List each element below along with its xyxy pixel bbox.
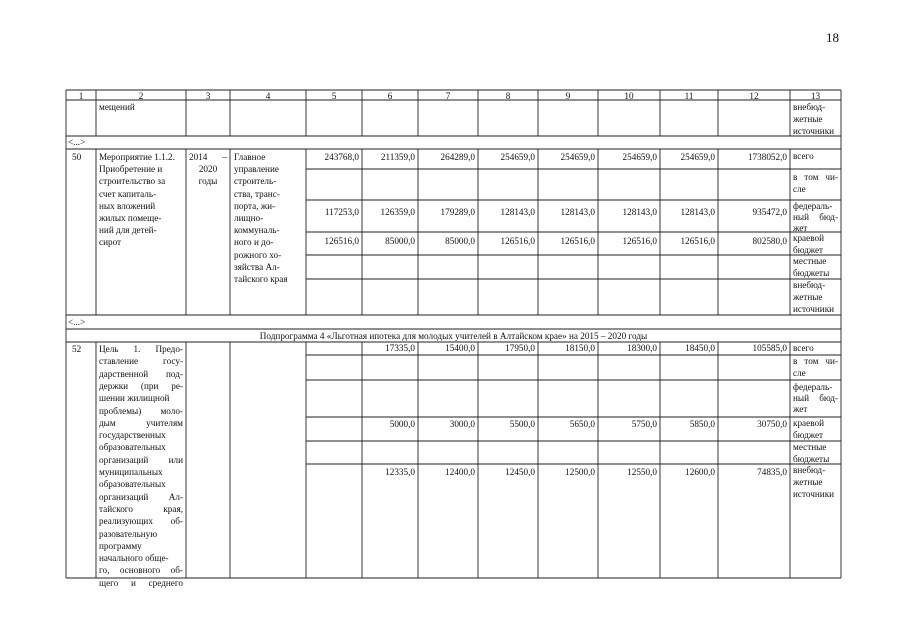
value-total: 243768,0 <box>324 152 359 162</box>
executor: ства, транс- <box>234 188 280 199</box>
value-federal: 128143,0 <box>560 207 595 217</box>
value-total: 17950,0 <box>505 343 535 353</box>
source-label: местные <box>793 256 827 266</box>
value-federal: 128143,0 <box>680 207 715 217</box>
item-name: Цель 1. Предо- <box>99 344 183 354</box>
value-regional: 126516,0 <box>680 236 715 246</box>
period: 2020 <box>198 164 218 175</box>
value-regional: 126516,0 <box>500 236 535 246</box>
executor: тайского края <box>234 274 288 284</box>
value-extra: 12500,0 <box>565 467 595 477</box>
source-label: всего <box>793 151 814 161</box>
source-label: бюджеты <box>793 454 830 465</box>
item-name: держки (при ре- <box>99 380 183 391</box>
item-name: проблемы) моло- <box>99 405 183 416</box>
column-number: 11 <box>684 90 694 101</box>
source-label: источники <box>793 126 835 137</box>
source-label: внебюд- <box>793 280 826 290</box>
column-number: 9 <box>565 90 571 101</box>
value-total: 1738052,0 <box>747 152 787 162</box>
value-extra: 12600,0 <box>685 467 715 477</box>
source-label: бюджет <box>793 430 824 441</box>
item-name: строительство за <box>99 176 166 187</box>
column-number: 7 <box>445 90 451 101</box>
executor: управление <box>234 164 279 175</box>
value-regional: 126516,0 <box>622 236 657 246</box>
executor: строитель- <box>234 176 277 187</box>
value-total: 105585,0 <box>752 343 787 353</box>
source-label: краевой <box>793 233 824 243</box>
value-federal: 126359,0 <box>380 207 415 217</box>
column-number: 4 <box>265 90 271 101</box>
subprogram-title: Подпрограмма 4 «Льготная ипотека для молодых учителей в Алтайском крае» на 2015 – 2020 годы <box>259 330 648 341</box>
value-extra: 74835,0 <box>757 467 787 477</box>
column-number: 5 <box>331 90 337 101</box>
value-federal: 128143,0 <box>622 207 657 217</box>
value-total: 264289,0 <box>440 152 475 162</box>
source-label: жет <box>793 404 808 414</box>
value-regional: 5500,0 <box>509 419 535 429</box>
value-regional: 5650,0 <box>569 419 595 429</box>
value-regional: 3000,0 <box>449 419 475 429</box>
item-name: организаций Ал- <box>99 491 183 502</box>
page-number: 18 <box>826 30 839 45</box>
column-number: 1 <box>78 90 84 101</box>
item-name: ний для детей- <box>99 225 157 236</box>
item-name: шении жилищной <box>99 393 170 404</box>
item-name: организаций или <box>99 454 183 465</box>
source-label: всего <box>793 343 814 353</box>
item-name: программу <box>99 540 142 551</box>
value-federal: 179289,0 <box>440 207 475 217</box>
source-label: сле <box>793 184 806 194</box>
value-federal: 935472,0 <box>752 207 787 217</box>
value-total: 18300,0 <box>627 343 657 353</box>
item-name: щего и среднего <box>99 577 183 588</box>
source-label: ный бюд- <box>793 212 838 222</box>
column-number: 13 <box>810 90 821 101</box>
value-regional: 30750,0 <box>757 419 787 429</box>
period: 2014 – <box>189 152 227 162</box>
source-label: источники <box>793 304 835 315</box>
value-total: 254659,0 <box>680 152 715 162</box>
row-number: 50 <box>72 152 82 162</box>
value-extra: 12400,0 <box>445 467 475 477</box>
executor: ного и до- <box>234 237 274 248</box>
source-label: внебюд- <box>793 102 826 112</box>
column-number: 6 <box>387 90 393 101</box>
value-regional: 802580,0 <box>752 236 787 246</box>
source-label: федераль- <box>793 382 833 392</box>
value-total: 254659,0 <box>500 152 535 162</box>
item-name: дарственной под- <box>99 368 183 379</box>
period: годы <box>198 176 218 187</box>
column-number: 3 <box>205 90 211 101</box>
source-label: внебюд- <box>793 465 826 475</box>
value-extra: 12450,0 <box>505 467 535 477</box>
item-name: Приобретение и <box>99 164 163 175</box>
executor: лищно- <box>234 213 264 223</box>
item-name: реализующих об- <box>99 516 183 527</box>
value-regional: 5000,0 <box>389 419 415 429</box>
item-name: го, основного об- <box>99 565 183 576</box>
source-label: жетные <box>793 114 823 125</box>
source-label: ный бюд- <box>793 393 838 403</box>
value-federal: 128143,0 <box>500 207 535 217</box>
source-label: в том чи- <box>793 172 838 182</box>
value-total: 211359,0 <box>380 152 415 162</box>
item-name: ставление госу- <box>99 356 183 367</box>
item-name: муниципальных <box>99 467 163 477</box>
item-name: мещений <box>99 102 135 112</box>
item-name: тайского края, <box>99 503 183 514</box>
value-regional: 5850,0 <box>689 419 715 429</box>
source-label: бюджеты <box>793 268 830 279</box>
item-name: разовательную <box>99 528 158 539</box>
row-number: 52 <box>72 344 82 354</box>
column-number: 8 <box>505 90 511 101</box>
executor: коммуналь- <box>234 225 280 236</box>
item-name: счет капиталь- <box>99 188 157 199</box>
executor: Главное <box>234 152 266 162</box>
item-name: Мероприятие 1.1.2. <box>99 152 175 162</box>
source-label: бюджет <box>793 245 824 256</box>
executor: порта, жи- <box>234 200 276 211</box>
source-label: краевой <box>793 418 824 428</box>
value-total: 18150,0 <box>565 343 595 353</box>
ellipsis-marker: <...> <box>68 317 86 327</box>
value-federal: 117253,0 <box>324 207 359 217</box>
value-regional: 126516,0 <box>560 236 595 246</box>
item-name: жилых помеще- <box>99 213 162 223</box>
value-total: 15400,0 <box>445 343 475 353</box>
value-regional: 126516,0 <box>324 236 359 246</box>
item-name: сирот <box>99 237 122 248</box>
value-regional: 5750,0 <box>631 419 657 429</box>
source-label: в том чи- <box>793 356 838 366</box>
source-label: сле <box>793 368 806 378</box>
value-extra: 12550,0 <box>627 467 657 477</box>
value-total: 17335,0 <box>385 343 415 353</box>
ellipsis-marker: <...> <box>68 137 86 147</box>
item-name: образовательных <box>99 442 166 453</box>
item-name: начального обще- <box>99 553 169 564</box>
source-label: жет <box>793 223 808 233</box>
value-total: 254659,0 <box>622 152 657 162</box>
source-label: местные <box>793 442 827 452</box>
source-label: жетные <box>793 292 823 303</box>
value-extra: 12335,0 <box>385 467 415 477</box>
item-name: дым учителям <box>99 417 183 428</box>
value-regional: 85000,0 <box>445 236 475 246</box>
item-name: ных вложений <box>99 200 156 211</box>
item-name: государственных <box>99 430 166 441</box>
value-total: 254659,0 <box>560 152 595 162</box>
item-name: образовательных <box>99 479 166 490</box>
value-regional: 85000,0 <box>385 236 415 246</box>
column-number: 12 <box>749 90 759 101</box>
column-number: 10 <box>624 90 634 101</box>
column-number: 2 <box>138 90 144 101</box>
executor: рожного хо- <box>234 249 282 260</box>
executor: зяйства Ал- <box>234 261 280 272</box>
source-label: жетные <box>793 477 823 488</box>
source-label: федераль- <box>793 201 833 211</box>
source-label: источники <box>793 489 835 500</box>
value-total: 18450,0 <box>685 343 715 353</box>
